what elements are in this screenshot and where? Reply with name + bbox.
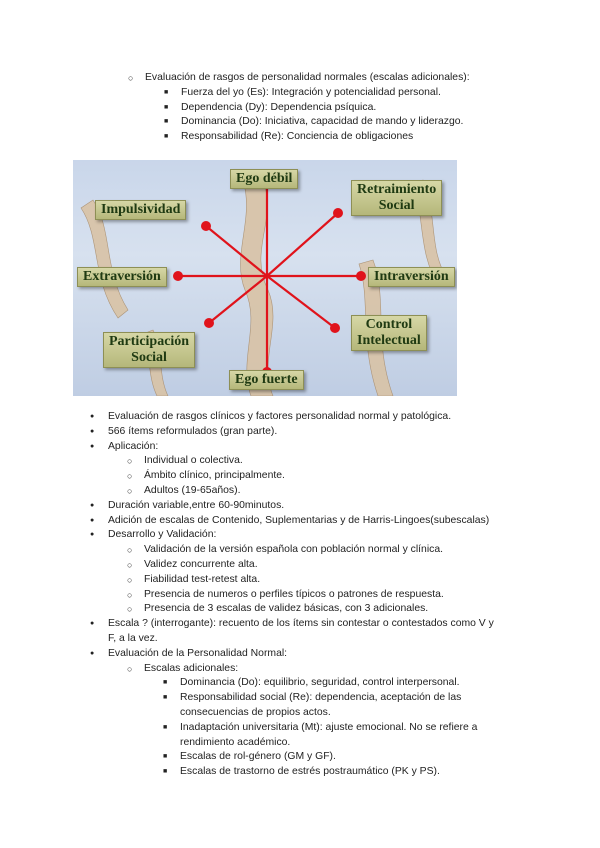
endpoint-dot [356, 271, 366, 281]
top-list [145, 71, 565, 145]
list-item-text: Inadaptación universitaria (Mt): ajuste emocional. No se refiere a [180, 721, 478, 733]
list-item: ● Duración variable,entre 60-90minutos. [108, 499, 538, 514]
list-item [145, 71, 565, 145]
list-item: ● Evaluación de rasgos clínicos y factores personalidad normal y patológica. [108, 410, 538, 425]
label-text: Social [378, 198, 415, 213]
list-item: ○ Fiabilidad test-retest alta. [144, 573, 538, 588]
label-text: Ego débil [236, 171, 293, 186]
list-item [108, 440, 538, 499]
list-item-text: F, a la vez. [108, 632, 158, 644]
list-item-text: Aplicación: [108, 440, 159, 452]
sub-list [181, 86, 565, 145]
list-item [144, 662, 538, 780]
label-participacion-social [103, 332, 195, 368]
top-heading: Evaluación de rasgos de personalidad normales (escalas adicionales): [145, 72, 470, 83]
label-text: Impulsividad [101, 202, 181, 217]
endpoint-dot [204, 318, 214, 328]
ribbon-shape [240, 180, 273, 396]
list-item: ○ Presencia de 3 escalas de validez básicas, con 3 adicionales. [144, 602, 538, 617]
list-item-text: Escalas adicionales: [144, 662, 239, 674]
list-item: ○ Validación de la versión española con población normal y clínica. [144, 543, 538, 558]
list-item: ■ Fuerza del yo (Es): Integración y potencialidad personal. [181, 86, 565, 101]
list-item-text: Responsabilidad social (Re): dependencia, aceptación de las [180, 692, 462, 704]
label-text: Retraimiento [357, 182, 437, 197]
label-retraimiento-social [351, 180, 442, 216]
list-item: ■ Responsabilidad (Re): Conciencia de obligaciones [181, 130, 565, 145]
list-item: ● Adición de escalas de Contenido, Suplementarias y de Harris-Lingoes(subescalas) [108, 514, 538, 529]
label-text: Social [131, 350, 167, 365]
label-ego-debil [230, 169, 298, 189]
main-list [108, 410, 538, 780]
list-item [180, 721, 538, 751]
sub-list [144, 454, 538, 498]
personality-diagram [73, 160, 457, 396]
label-text: Ego fuerte [235, 372, 298, 387]
label-extraversion [77, 267, 167, 287]
list-item: ○ Presencia de numeros o perfiles típicos o patrones de respuesta. [144, 588, 538, 603]
label-text: Control [365, 317, 413, 332]
list-item-text: rendimiento académico. [180, 736, 291, 748]
list-item: ○ Ámbito clínico, principalmente. [144, 469, 538, 484]
list-item: ○ Adultos (19-65años). [144, 484, 538, 499]
list-item: ■ Escalas de trastorno de estrés postraumático (PK y PS). [180, 765, 538, 780]
list-item-text: Desarrollo y Validación: [108, 529, 217, 541]
list-item: ○ Validez concurrente alta. [144, 558, 538, 573]
endpoint-dot [333, 208, 343, 218]
list-item [108, 617, 538, 647]
endpoint-dot [173, 271, 183, 281]
label-text: Intelectual [357, 333, 421, 348]
list-item-text: Escala ? (interrogante): recuento de los ítems sin contestar o contestados como V y [108, 618, 494, 630]
label-text: Extraversión [83, 269, 161, 284]
list-item: ○ Individual o colectiva. [144, 454, 538, 469]
label-text: Intraversión [374, 269, 449, 284]
endpoint-dot [201, 221, 211, 231]
list-item [108, 528, 538, 617]
label-text: Participación [109, 334, 190, 349]
label-ego-fuerte [229, 370, 304, 390]
list-item: ● 566 ítems reformulados (gran parte). [108, 425, 538, 440]
line-diagonal [267, 276, 335, 328]
list-item: ■ Dominancia (Do): Iniciativa, capacidad de mando y liderazgo. [181, 115, 565, 130]
label-impulsividad [95, 200, 186, 220]
list-item: ■ Dependencia (Dy): Dependencia psíquica. [181, 101, 565, 116]
list-item [108, 647, 538, 780]
sub-list [180, 676, 538, 780]
sub-list [144, 543, 538, 617]
list-item-text: consecuencias de propios actos. [180, 706, 331, 718]
sub-list [144, 662, 538, 780]
list-item [180, 691, 538, 721]
list-item: ■ Escalas de rol-género (GM y GF). [180, 750, 538, 765]
list-item-text: Evaluación de la Personalidad Normal: [108, 647, 288, 659]
label-intraversion [368, 267, 455, 287]
endpoint-dot [330, 323, 340, 333]
list-item: ■ Dominancia (Do): equilibrio, seguridad, control interpersonal. [180, 676, 538, 691]
label-control-intelectual [351, 315, 427, 351]
line-diagonal [267, 213, 338, 276]
